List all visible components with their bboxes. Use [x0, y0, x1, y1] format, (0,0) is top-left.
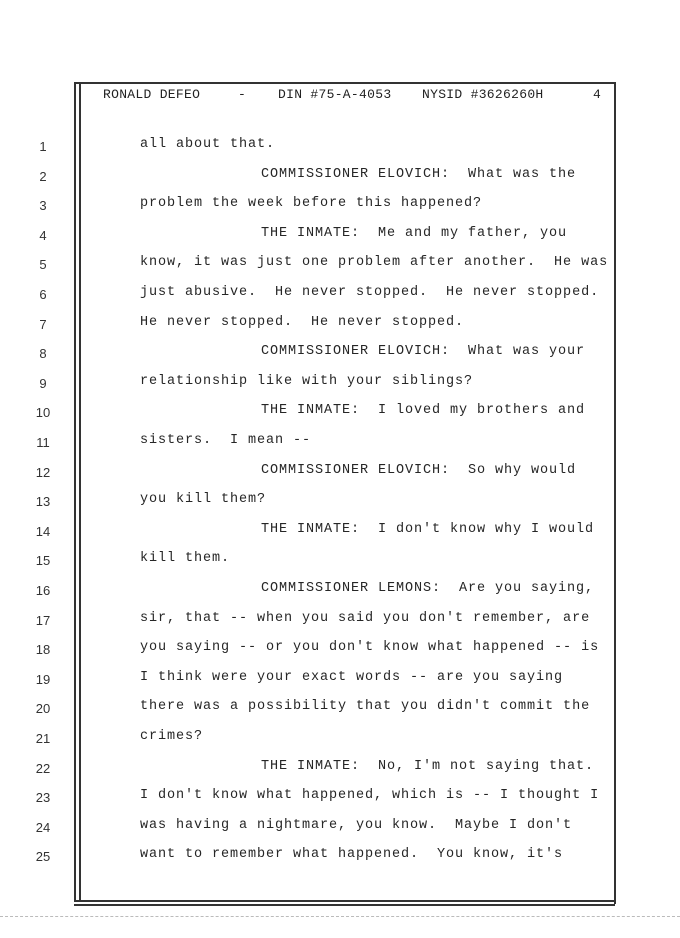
line-number: 25 [35, 849, 51, 865]
scan-edge-line [0, 916, 680, 918]
frame-top-rule [74, 82, 615, 84]
transcript-line: want to remember what happened. You know, it's [140, 847, 564, 863]
line-number: 13 [35, 494, 51, 510]
line-number: 15 [35, 553, 51, 569]
frame-left-inner-rule [79, 82, 81, 902]
transcript-line: was having a nightmare, you know. Maybe I don't [140, 817, 573, 833]
speaker-line: THE INMATE: Me and my father, you [261, 225, 568, 241]
line-number: 1 [39, 139, 47, 154]
line-number: 4 [39, 227, 47, 243]
line-number: 11 [36, 435, 50, 450]
line-number: 3 [39, 198, 47, 214]
line-number: 6 [39, 287, 47, 302]
header-din: DIN #75-A-4053 [278, 87, 392, 102]
transcript-line: sisters. I mean -- [140, 433, 312, 448]
speaker-line: THE INMATE: No, I'm not saying that. [261, 758, 595, 774]
line-number: 17 [35, 612, 51, 628]
line-number: 7 [39, 316, 47, 332]
transcript-line: I think were your exact words -- are you saying [140, 669, 564, 685]
line-number: 8 [39, 346, 47, 362]
speaker-line: THE INMATE: I don't know why I would [261, 521, 595, 537]
frame-bottom-rule-2 [74, 904, 615, 906]
line-number: 21 [35, 731, 51, 746]
transcript-line: kill them. [140, 551, 231, 567]
transcript-line: you saying -- or you don't know what happened -- is [140, 640, 600, 656]
header-separator: - [238, 87, 247, 102]
line-number: 22 [35, 760, 51, 776]
frame-left-outer-rule [74, 82, 76, 902]
speaker-line: COMMISSIONER LEMONS: Are you saying, [261, 581, 595, 596]
line-number: 12 [35, 464, 51, 480]
transcript-line: I don't know what happened, which is -- I thought I [140, 788, 600, 804]
transcript-line: just abusive. He never stopped. He never stopped. [140, 285, 600, 300]
header-inmate-name: RONALD DEFEO [103, 87, 201, 102]
header-page-number: 4 [593, 87, 602, 102]
transcript-line: problem the week before this happened? [140, 196, 483, 212]
line-number: 9 [39, 375, 47, 391]
line-number: 23 [35, 790, 51, 806]
transcript-line: all about that. [140, 137, 276, 152]
transcript-line: He never stopped. He never stopped. [140, 314, 465, 330]
speaker-line: COMMISSIONER ELOVICH: So why would [261, 462, 577, 478]
speaker-line: THE INMATE: I loved my brothers and [261, 403, 586, 419]
line-number: 24 [35, 819, 51, 835]
frame-right-rule [614, 82, 616, 904]
transcript-line: know, it was just one problem after another. He was [140, 255, 609, 271]
line-number: 2 [39, 168, 47, 184]
speaker-line: COMMISSIONER ELOVICH: What was the [261, 166, 577, 182]
line-number: 16 [35, 583, 51, 598]
line-number: 14 [35, 523, 51, 539]
transcript-line: crimes? [140, 729, 204, 744]
speaker-line: COMMISSIONER ELOVICH: What was your [261, 344, 586, 360]
frame-bottom-rule [74, 900, 615, 902]
transcript-line: relationship like with your siblings? [140, 373, 474, 389]
line-number: 19 [35, 671, 51, 687]
line-number: 5 [39, 257, 47, 273]
header-nysid: NYSID #3626260H [422, 87, 544, 102]
line-number: 10 [35, 405, 51, 421]
transcript-line: you kill them? [140, 492, 267, 508]
transcript-line: there was a possibility that you didn't commit the [140, 699, 591, 715]
transcript-line: sir, that -- when you said you don't remember, are [140, 610, 591, 626]
line-number: 20 [35, 701, 51, 717]
line-number: 18 [35, 642, 51, 658]
